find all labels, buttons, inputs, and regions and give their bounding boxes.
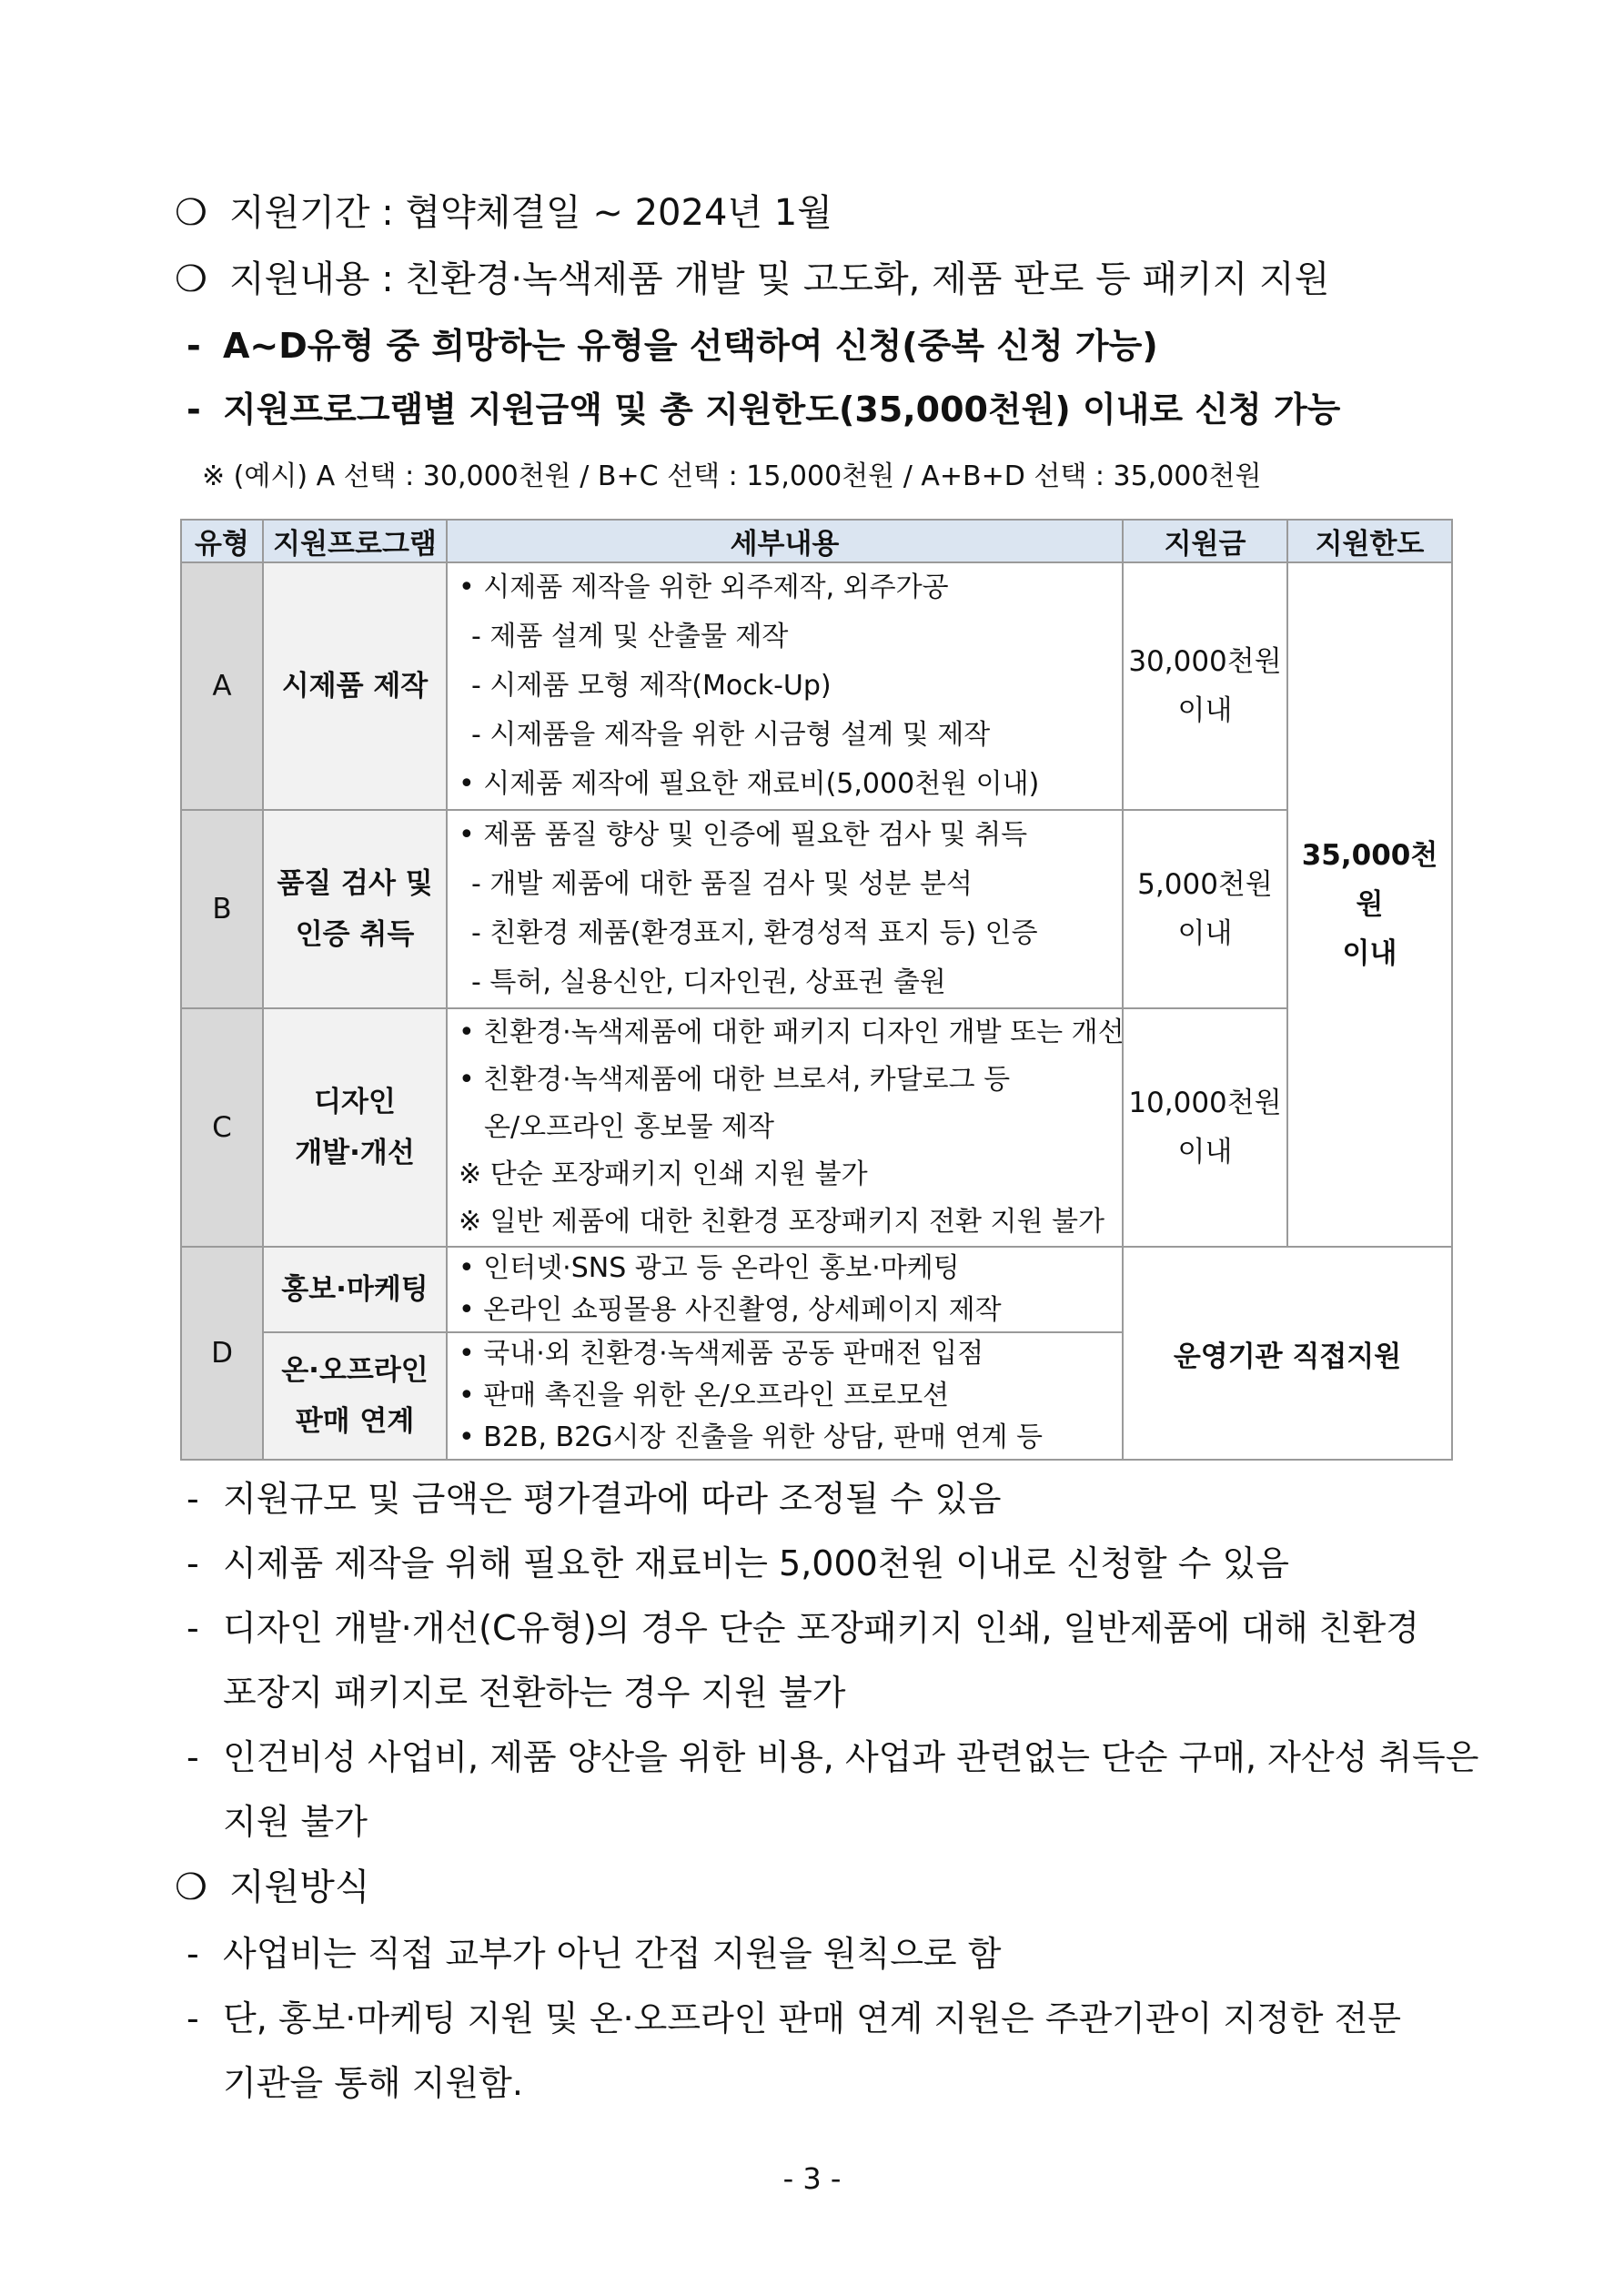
program-b	[263, 810, 447, 1008]
details-d1	[447, 1247, 1123, 1332]
table-header-row	[181, 520, 1452, 562]
total-limit-suffix: 이내	[1342, 937, 1397, 970]
amount-b	[1123, 810, 1287, 1008]
header-details: 세부내용	[447, 520, 1123, 562]
detail-item: • 국내·외 친환경·녹색제품 공동 판매전 입점	[459, 1338, 984, 1370]
table-row-a	[181, 562, 1452, 810]
direct-support: 운영기관 직접지원	[1123, 1247, 1452, 1460]
program-b-line: 인증 취득	[295, 918, 415, 951]
support-program-table	[180, 519, 1453, 1461]
type-d: D	[181, 1247, 263, 1460]
program-d2	[263, 1332, 447, 1460]
details-b	[447, 810, 1123, 1008]
detail-item: - 시제품 모형 제작(Mock-Up)	[471, 670, 832, 702]
support-content-line	[175, 258, 1329, 301]
type-b: B	[181, 810, 263, 1008]
details-a	[447, 562, 1123, 810]
page-number: - 3 -	[782, 2161, 842, 2196]
detail-item: - 특허, 실용신안, 디자인권, 상표권 출원	[471, 966, 946, 998]
detail-item: • B2B, B2G시장 진출을 위한 상담, 판매 연계 등	[459, 1421, 1043, 1453]
note-2	[187, 1543, 1289, 1585]
detail-item: • 친환경·녹색제품에 대한 패키지 디자인 개발 또는 개선	[459, 1017, 1125, 1048]
note-4	[187, 1737, 1478, 1779]
details-c	[447, 1008, 1123, 1247]
program-d2-line: 온·오프라인	[281, 1354, 429, 1387]
table-row-d1	[181, 1247, 1452, 1332]
program-d2-line: 판매 연계	[295, 1405, 415, 1438]
program-b-line: 품질 검사 및	[277, 867, 433, 900]
dash-bullet: -	[187, 1479, 199, 1519]
table-row-b	[181, 810, 1452, 1008]
program-c	[263, 1008, 447, 1247]
detail-item: ※ 일반 제품에 대한 친환경 포장패키지 전환 지원 불가	[459, 1206, 1105, 1238]
note-4-continued: 지원 불가	[223, 1802, 368, 1842]
detail-item: ※ 단순 포장패키지 인쇄 지원 불가	[459, 1158, 868, 1190]
program-c-line: 개발·개선	[295, 1137, 415, 1169]
note-1-text: 지원규모 및 금액은 평가결과에 따라 조정될 수 있음	[223, 1479, 1002, 1519]
dash-bullet: -	[187, 389, 201, 430]
amount-a	[1123, 562, 1287, 810]
support-method-heading	[175, 1866, 370, 1909]
detail-item: - 개발 제품에 대한 품질 검사 및 성분 분석	[471, 868, 973, 900]
program-d1-line: 홍보·마케팅	[281, 1273, 429, 1306]
dash-bullet: -	[187, 1737, 199, 1777]
dash-bullet: -	[187, 1998, 199, 2038]
amount-b-suffix: 이내	[1177, 917, 1233, 950]
dash-bullet: -	[187, 1543, 199, 1583]
method-2-text: 단, 홍보·마케팅 지원 및 온·오프라인 판매 연계 지원은 주관기관이 지정한 전문	[223, 1998, 1401, 2038]
detail-item: - 시제품을 제작을 위한 시금형 설계 및 제작	[471, 719, 991, 751]
type-a: A	[181, 562, 263, 810]
note-4-text: 인건비성 사업비, 제품 양산을 위한 비용, 사업과 관련없는 단순 구매, 자산성 취득은	[223, 1737, 1479, 1777]
limit-rule-line	[187, 389, 1340, 431]
header-type: 유형	[181, 520, 263, 562]
amount-c	[1123, 1008, 1287, 1247]
dash-bullet: -	[187, 1608, 199, 1648]
circle-bullet: ❍	[175, 1866, 207, 1908]
dash-bullet: -	[187, 326, 201, 366]
circle-bullet: ❍	[175, 258, 207, 300]
support-period-line	[175, 191, 832, 235]
circle-bullet: ❍	[175, 192, 207, 234]
detail-item: 온/오프라인 홍보물 제작	[484, 1111, 774, 1143]
header-amount: 지원금	[1123, 520, 1287, 562]
note-3-continued: 포장지 패키지로 전환하는 경우 지원 불가	[223, 1673, 846, 1713]
amount-a-value: 30,000천원	[1128, 645, 1282, 678]
detail-item: • 제품 품질 향상 및 인증에 필요한 검사 및 취득	[459, 819, 1028, 851]
amount-b-value: 5,000천원	[1137, 868, 1273, 901]
detail-item: • 인터넷·SNS 광고 등 온라인 홍보·마케팅	[459, 1252, 960, 1284]
program-a-line: 시제품 제작	[281, 670, 429, 703]
method-1-text: 사업비는 직접 교부가 아닌 간접 지원을 원칙으로 함	[223, 1934, 1002, 1974]
note-2-text: 시제품 제작을 위해 필요한 재료비는 5,000천원 이내로 신청할 수 있음	[223, 1543, 1289, 1583]
total-limit-value: 35,000천원	[1301, 839, 1438, 921]
amount-a-suffix: 이내	[1177, 694, 1233, 727]
choose-types-line	[187, 326, 1158, 368]
example-note: ※ (예시) A 선택 : 30,000천원 / B+C 선택 : 15,000천원 / A+B+D 선택 : 35,000천원	[202, 460, 1262, 492]
note-1	[187, 1479, 1001, 1521]
program-d1	[263, 1247, 447, 1332]
method-1	[187, 1934, 1001, 1976]
support-method-text: 지원방식	[229, 1866, 370, 1908]
note-3	[187, 1608, 1419, 1650]
program-c-line: 디자인	[314, 1086, 396, 1118]
amount-c-value: 10,000천원	[1128, 1087, 1282, 1119]
amount-c-suffix: 이내	[1177, 1136, 1233, 1168]
method-2-continued: 기관을 통해 지원함.	[223, 2063, 523, 2103]
limit-rule-text: 지원프로그램별 지원금액 및 총 지원한도(35,000천원) 이내로 신청 가능	[223, 389, 1341, 430]
header-program: 지원프로그램	[263, 520, 447, 562]
method-2	[187, 1998, 1401, 2040]
detail-item: • 온라인 쇼핑몰용 사진촬영, 상세페이지 제작	[459, 1294, 1002, 1326]
header-limit: 지원한도	[1287, 520, 1452, 562]
note-3-text: 디자인 개발·개선(C유형)의 경우 단순 포장패키지 인쇄, 일반제품에 대해 친환경	[223, 1608, 1419, 1648]
detail-item: - 제품 설계 및 산출물 제작	[471, 621, 789, 652]
detail-item: • 시제품 제작에 필요한 재료비(5,000천원 이내)	[459, 768, 1040, 800]
support-period-text: 지원기간 : 협약체결일 ~ 2024년 1월	[229, 192, 832, 234]
total-limit	[1287, 562, 1452, 1247]
table-row-c	[181, 1008, 1452, 1247]
detail-item: • 친환경·녹색제품에 대한 브로셔, 카달로그 등	[459, 1064, 1011, 1096]
dash-bullet: -	[187, 1934, 199, 1974]
detail-item: • 판매 촉진을 위한 온/오프라인 프로모션	[459, 1380, 950, 1411]
detail-item: - 친환경 제품(환경표지, 환경성적 표지 등) 인증	[471, 917, 1038, 949]
details-d2	[447, 1332, 1123, 1460]
type-c: C	[181, 1008, 263, 1247]
support-content-text: 지원내용 : 친환경·녹색제품 개발 및 고도화, 제품 판로 등 패키지 지원	[229, 258, 1330, 300]
detail-item: • 시제품 제작을 위한 외주제작, 외주가공	[459, 571, 949, 603]
choose-types-text: A~D유형 중 희망하는 유형을 선택하여 신청(중복 신청 가능)	[223, 326, 1158, 366]
program-a	[263, 562, 447, 810]
